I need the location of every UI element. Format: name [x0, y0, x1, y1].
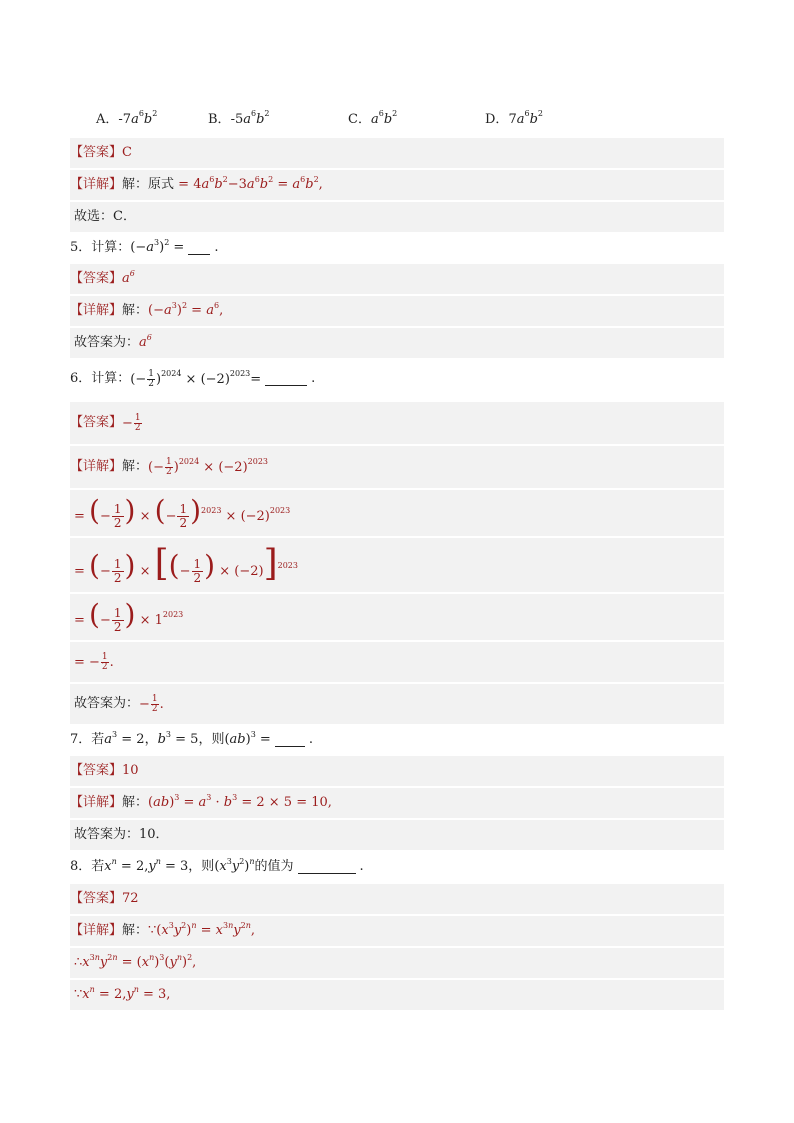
q8-blank[interactable]	[298, 861, 356, 874]
detail-tag: 【详解】	[70, 303, 123, 318]
q6-number: 6．计算：	[70, 371, 131, 386]
q5-number: 5．计算：	[70, 240, 131, 255]
detail-tag: 【详解】	[70, 177, 123, 192]
q4-detail-row	[70, 170, 724, 200]
q6-answer-row	[70, 402, 724, 444]
q6-conclusion-prefix: 故答案为：	[74, 696, 140, 711]
q8-detail-math: $\because(x^3y^2)^n = x^{3n}y^{2n}$,	[148, 920, 256, 938]
q6-step1-row	[70, 490, 724, 536]
q6-question-row: 6．计算： (− $\frac{1}{2}$ )$^{2024} \times (-2)^{2023}=$ .	[70, 368, 316, 389]
q7-math1: $a^3 = 2$，$b^3 = 5$	[104, 729, 199, 747]
q5-math: $(-a^3)^2$ =	[130, 237, 185, 255]
answer-tag: 【答案】	[70, 891, 123, 906]
q6-detail-row	[70, 446, 724, 488]
q8-step1: $\therefore x^{3n}y^{2n} = (x^n)^3(y^n)^2$,	[74, 952, 197, 970]
answer-tag: 【答案】	[70, 145, 123, 160]
q6-answer: − $\frac{1}{2}$	[122, 412, 141, 433]
answer-tag: 【答案】	[70, 271, 123, 286]
q8-suffix: 的值为	[254, 859, 294, 874]
q5-conclusion-row	[70, 328, 724, 358]
choice-d: D．$7a^6b^2$	[485, 109, 543, 127]
q6-step4: = − $\frac{1}{2}$ .	[74, 651, 114, 672]
q6-step2: = (− $\frac{1}{2}$ ) × [(− $\frac{1}{2}$ ) × (−2)]$^{2023}$	[74, 542, 298, 585]
q5-answer-row	[70, 264, 724, 294]
q6-math: (− $\frac{1}{2}$ )$^{2024} \times (-2)^{2023}=$	[130, 368, 262, 389]
detail-tag: 【详解】	[70, 795, 123, 810]
q6-step3-row	[70, 594, 724, 640]
q7-number: 7．若	[70, 732, 105, 747]
choices-row	[70, 100, 724, 134]
detail-tag: 【详解】	[70, 459, 123, 474]
q6-step3: = (− $\frac{1}{2}$ ) × $1^{2023}$	[74, 597, 184, 634]
q7-conclusion: 故答案为：10．	[74, 827, 169, 842]
q6-detail-step0: (− $\frac{1}{2}$ )$^{2024} \times (-2)^{2023}$	[148, 456, 268, 477]
q5-conclusion-value: $a^6$	[139, 332, 152, 350]
q8-answer-row	[70, 884, 724, 914]
q8-number: 8．若	[70, 859, 105, 874]
q4-detail-math: = $4a^6b^2-3a^6b^2 = a^6b^2$,	[174, 174, 323, 192]
q8-answer: 72	[122, 891, 139, 906]
q7-math2: (ab)$^3$ =	[224, 729, 271, 747]
choice-a: A．$-7a^6b^2$	[96, 109, 158, 127]
q8-math1: $x^n = 2,y^n = 3$	[104, 856, 189, 874]
q7-answer-row	[70, 756, 724, 786]
q5-blank[interactable]	[188, 242, 210, 255]
q7-answer: 10	[122, 763, 139, 778]
q6-step4-row	[70, 642, 724, 682]
q8-mid: ，则	[188, 859, 215, 874]
q4-detail-prefix: 解：原式	[122, 177, 175, 192]
q4-answer-row	[70, 138, 724, 168]
q5-answer: $a^6$	[122, 268, 135, 286]
q7-detail-math: $(ab)^3 = a^3 \cdot b^3 = 2 \times 5 = 10$,	[148, 792, 332, 810]
q8-step1-row	[70, 948, 724, 978]
q6-step1: = (− $\frac{1}{2}$ ) × (− $\frac{1}{2}$ )$^{2023} \times (-2)^{2023}$	[74, 493, 291, 530]
q6-conclusion-row	[70, 684, 724, 724]
q5-question-row: 5．计算： $(-a^3)^2$ = .	[70, 237, 219, 255]
answer-tag: 【答案】	[70, 763, 123, 778]
q8-math2: $(x^3y^2)^n$	[214, 856, 255, 874]
q6-blank[interactable]	[265, 373, 307, 386]
q7-detail-row	[70, 788, 724, 818]
choice-b: B．$-5a^6b^2$	[208, 109, 270, 127]
q6-step2-row	[70, 538, 724, 592]
q7-mid: ，则	[198, 732, 225, 747]
q5-conclusion-prefix: 故答案为：	[74, 335, 140, 350]
choice-c: C．$a^6b^2$	[348, 109, 398, 127]
q4-conclusion-row	[70, 202, 724, 232]
q4-answer: C	[122, 145, 132, 160]
q8-question-row: 8．若 $x^n = 2,y^n = 3$ ，则 $(x^3y^2)^n$ 的值为 .	[70, 856, 364, 874]
document-page	[70, 100, 724, 1010]
answer-tag: 【答案】	[70, 415, 123, 430]
q8-detail-prefix: 解：	[122, 923, 149, 938]
q4-conclusion: 故选：C．	[74, 209, 136, 224]
q8-detail-row	[70, 916, 724, 946]
q6-detail-prefix: 解：	[122, 459, 149, 474]
q7-question-row: 7．若 $a^3 = 2$，$b^3 = 5$ ，则 (ab)$^3$ = .	[70, 729, 313, 747]
q7-conclusion-row	[70, 820, 724, 850]
q7-blank[interactable]	[275, 734, 305, 747]
q7-detail-prefix: 解：	[122, 795, 149, 810]
q5-detail-row	[70, 296, 724, 326]
q5-detail-prefix: 解：	[122, 303, 149, 318]
q8-step2-row	[70, 980, 724, 1010]
q6-conclusion-value: − $\frac{1}{2}$ .	[139, 693, 164, 714]
q5-detail-math: $(-a^3)^2 = a^6$,	[148, 300, 224, 318]
q8-step2: $\because x^n = 2,y^n = 3$,	[74, 984, 171, 1002]
detail-tag: 【详解】	[70, 923, 123, 938]
